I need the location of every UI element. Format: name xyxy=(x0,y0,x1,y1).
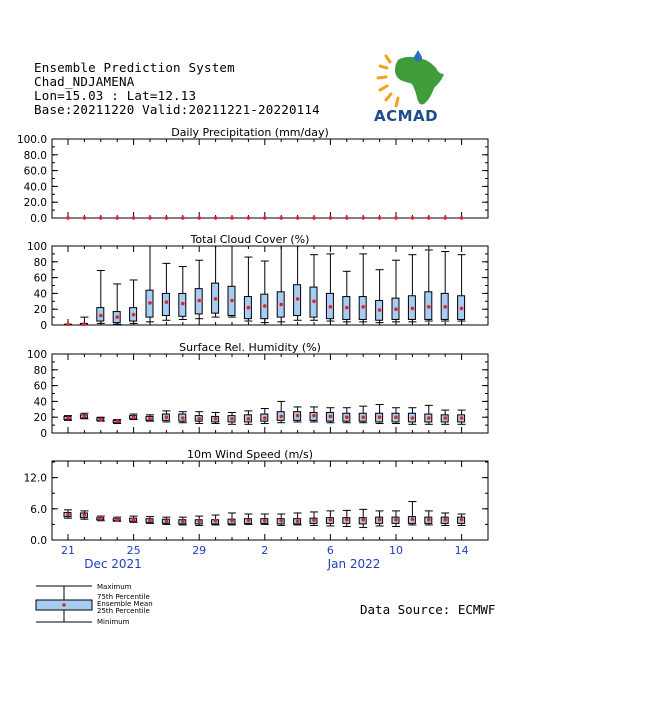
mean-marker xyxy=(345,415,349,419)
box-day-7 xyxy=(179,412,187,423)
box-day-24 xyxy=(458,216,466,220)
mean-marker xyxy=(148,301,152,305)
box-day-9 xyxy=(212,216,220,220)
mean-marker xyxy=(66,513,70,517)
box-day-0 xyxy=(64,216,72,220)
mean-marker xyxy=(394,518,398,522)
mean-marker xyxy=(197,216,201,220)
mean-marker xyxy=(214,216,218,220)
box-day-6 xyxy=(162,263,170,320)
box-day-8 xyxy=(195,516,203,525)
box-day-21 xyxy=(408,502,416,525)
mean-marker xyxy=(181,216,185,220)
mean-marker xyxy=(83,415,87,419)
chart-title: 10m Wind Speed (m/s) xyxy=(186,448,314,461)
box-day-17 xyxy=(343,510,351,526)
mean-marker xyxy=(361,216,365,220)
mean-marker xyxy=(296,297,300,301)
box-day-12 xyxy=(261,409,269,424)
chart-panel-2 xyxy=(27,341,488,440)
iqr-box xyxy=(162,293,169,315)
chart-title: Total Cloud Cover (%) xyxy=(190,233,310,246)
y-tick-label: 0.0 xyxy=(30,535,47,547)
mean-marker xyxy=(66,416,70,420)
box-day-3 xyxy=(113,517,121,521)
y-tick-label: 0.0 xyxy=(30,213,47,225)
mean-marker xyxy=(230,299,234,303)
box-day-0 xyxy=(64,510,72,518)
mean-marker xyxy=(148,417,152,421)
box-day-7 xyxy=(179,267,187,320)
box-day-10 xyxy=(228,412,236,424)
mean-marker xyxy=(460,307,464,311)
mean-marker xyxy=(329,216,333,220)
mean-marker xyxy=(132,216,136,220)
mean-marker xyxy=(411,517,415,521)
y-tick-label: 40.0 xyxy=(23,181,47,194)
box-day-4 xyxy=(130,414,138,420)
x-tick-label: 25 xyxy=(126,544,141,557)
box-day-2 xyxy=(97,417,105,421)
box-day-3 xyxy=(113,284,121,324)
box-day-23 xyxy=(441,216,449,220)
mean-marker xyxy=(394,307,398,311)
mean-marker xyxy=(378,415,382,419)
acmad-logo-text: ACMAD xyxy=(374,107,439,125)
box-day-20 xyxy=(392,408,400,424)
box-day-24 xyxy=(458,410,466,424)
box-day-21 xyxy=(408,408,416,425)
mean-marker xyxy=(312,216,316,220)
y-tick-label: 60 xyxy=(33,272,47,285)
mean-marker xyxy=(312,414,316,418)
mean-marker xyxy=(279,519,283,523)
box-day-8 xyxy=(195,260,203,318)
mean-marker xyxy=(312,300,316,304)
y-tick-label: 100.0 xyxy=(16,134,47,146)
mean-marker xyxy=(214,297,218,301)
box-day-7 xyxy=(179,517,187,525)
mean-marker xyxy=(115,216,119,220)
mean-marker xyxy=(230,519,234,523)
mean-marker xyxy=(165,216,169,220)
box-day-12 xyxy=(261,514,269,524)
mean-marker xyxy=(247,216,251,220)
mean-marker xyxy=(115,315,119,319)
box-day-23 xyxy=(441,513,449,525)
mean-marker xyxy=(411,416,415,420)
box-day-10 xyxy=(228,246,236,317)
box-day-18 xyxy=(359,509,367,527)
mean-marker xyxy=(66,322,70,326)
box-day-9 xyxy=(212,412,220,423)
mean-marker xyxy=(460,416,464,420)
box-day-17 xyxy=(343,408,351,423)
box-day-10 xyxy=(228,513,236,525)
mean-marker xyxy=(345,518,349,522)
box-day-24 xyxy=(458,514,466,525)
box-day-6 xyxy=(162,517,170,524)
plot-frame xyxy=(52,461,488,540)
mean-marker xyxy=(460,518,464,522)
box-day-4 xyxy=(130,216,138,220)
box-day-15 xyxy=(310,512,318,526)
box-day-20 xyxy=(392,216,400,220)
chart-title: Surface Rel. Humidity (%) xyxy=(179,341,321,354)
mean-marker xyxy=(378,518,382,522)
mean-marker xyxy=(361,415,365,419)
x-tick-label: 10 xyxy=(389,544,403,557)
mean-marker xyxy=(165,519,169,523)
mean-marker xyxy=(296,216,300,220)
mean-marker xyxy=(99,314,103,318)
box-day-15 xyxy=(310,255,318,321)
box-day-1 xyxy=(80,317,88,326)
box-day-11 xyxy=(244,257,252,321)
y-tick-label: 0 xyxy=(40,428,47,440)
mean-marker xyxy=(181,519,185,523)
mean-marker xyxy=(165,415,169,419)
mean-marker xyxy=(148,518,152,522)
mean-marker xyxy=(247,306,251,310)
box-day-11 xyxy=(244,216,252,220)
box-day-4 xyxy=(130,516,138,522)
mean-marker xyxy=(214,417,218,421)
box-day-17 xyxy=(343,216,351,220)
mean-marker xyxy=(197,417,201,421)
y-tick-label: 40 xyxy=(33,396,47,409)
mean-marker xyxy=(99,517,103,521)
mean-marker xyxy=(361,518,365,522)
legend-label-minimum: Minimum xyxy=(97,618,130,626)
mean-marker xyxy=(263,519,267,523)
mean-marker xyxy=(263,304,267,308)
plot-frame xyxy=(52,139,488,218)
mean-marker xyxy=(312,518,316,522)
mean-marker xyxy=(329,415,333,419)
header-line-3: Lon=15.03 : Lat=12.13 xyxy=(34,88,197,103)
mean-marker xyxy=(83,322,87,326)
box-day-2 xyxy=(97,216,105,220)
month-label-dec: Dec 2021 xyxy=(84,557,142,571)
mean-marker xyxy=(443,518,447,522)
mean-marker xyxy=(460,216,464,220)
chart-title: Daily Precipitation (mm/day) xyxy=(171,126,329,139)
mean-marker xyxy=(132,415,136,419)
box-day-13 xyxy=(277,216,285,220)
box-day-15 xyxy=(310,407,318,422)
box-day-16 xyxy=(326,254,334,321)
box-day-10 xyxy=(228,216,236,220)
data-source-label: Data Source: ECMWF xyxy=(360,602,496,617)
box-day-14 xyxy=(294,216,302,220)
box-day-12 xyxy=(261,261,269,323)
box-day-9 xyxy=(212,515,220,525)
box-day-19 xyxy=(376,216,384,220)
box-day-1 xyxy=(80,413,88,419)
box-day-1 xyxy=(80,216,88,220)
y-tick-label: 80 xyxy=(33,256,47,269)
mean-marker xyxy=(99,216,103,220)
box-day-5 xyxy=(146,415,154,421)
mean-marker xyxy=(279,303,283,307)
mean-marker xyxy=(230,216,234,220)
box-day-14 xyxy=(294,246,302,320)
mean-marker xyxy=(443,305,447,309)
mean-marker xyxy=(329,305,333,309)
mean-marker xyxy=(66,216,70,220)
mean-marker xyxy=(279,415,283,419)
legend-label-maximum: Maximum xyxy=(97,583,132,591)
box-day-22 xyxy=(425,250,433,321)
mean-marker xyxy=(247,518,251,522)
box-day-11 xyxy=(244,411,252,424)
mean-marker xyxy=(361,305,365,309)
box-day-2 xyxy=(97,516,105,521)
box-day-18 xyxy=(359,216,367,220)
y-tick-label: 100 xyxy=(26,349,47,361)
box-day-5 xyxy=(146,246,154,322)
chart-panel-1 xyxy=(27,233,488,332)
box-day-13 xyxy=(277,514,285,525)
box-day-1 xyxy=(80,511,88,519)
box-day-19 xyxy=(376,511,384,526)
box-day-21 xyxy=(408,216,416,220)
x-tick-label: 2 xyxy=(261,544,269,557)
y-tick-label: 20 xyxy=(33,412,47,425)
header-line-1: Ensemble Prediction System xyxy=(34,60,235,75)
mean-marker xyxy=(197,299,201,303)
box-day-5 xyxy=(146,517,154,524)
month-label-jan: Jan 2022 xyxy=(327,557,381,571)
box-day-4 xyxy=(130,280,138,323)
mean-marker xyxy=(83,513,87,517)
mean-marker xyxy=(443,216,447,220)
box-day-14 xyxy=(294,407,302,422)
box-day-17 xyxy=(343,271,351,322)
y-tick-label: 40 xyxy=(33,288,47,301)
mean-marker xyxy=(329,518,333,522)
mean-marker xyxy=(345,306,349,310)
box-day-9 xyxy=(212,246,220,317)
y-tick-label: 80 xyxy=(33,364,47,377)
mean-marker xyxy=(132,313,136,317)
legend-label-p25: 25th Percentile xyxy=(97,607,150,615)
box-day-16 xyxy=(326,216,334,220)
y-tick-label: 6.0 xyxy=(30,503,47,516)
mean-marker xyxy=(378,308,382,312)
box-day-0 xyxy=(64,322,72,326)
x-tick-label: 6 xyxy=(326,544,334,557)
box-day-3 xyxy=(113,216,121,220)
mean-marker xyxy=(394,415,398,419)
box-day-11 xyxy=(244,514,252,524)
box-day-8 xyxy=(195,412,203,424)
box-day-0 xyxy=(64,416,72,421)
chart-panel-3 xyxy=(24,448,488,547)
box-day-19 xyxy=(376,405,384,424)
x-tick-label: 14 xyxy=(454,544,469,557)
y-tick-label: 0 xyxy=(40,320,47,332)
box-day-15 xyxy=(310,216,318,220)
mean-marker xyxy=(427,305,431,309)
mean-marker xyxy=(165,300,169,304)
mean-marker xyxy=(197,519,201,523)
mean-marker xyxy=(181,302,185,306)
box-day-8 xyxy=(195,216,203,220)
mean-marker xyxy=(394,216,398,220)
x-tick-label: 21 xyxy=(61,544,75,557)
box-day-22 xyxy=(425,511,433,525)
mean-marker xyxy=(214,519,218,523)
legend-label-mean: Ensemble Mean xyxy=(97,600,153,608)
mean-marker xyxy=(378,216,382,220)
box-day-23 xyxy=(441,410,449,424)
box-day-19 xyxy=(376,270,384,323)
box-day-12 xyxy=(261,216,269,220)
mean-marker xyxy=(279,216,283,220)
box-day-3 xyxy=(113,419,121,423)
legend xyxy=(36,583,153,626)
chart-panel-0 xyxy=(17,126,488,225)
mean-marker xyxy=(132,518,136,522)
box-day-13 xyxy=(277,246,285,322)
y-tick-label: 12.0 xyxy=(23,472,47,485)
y-tick-label: 20.0 xyxy=(23,197,47,210)
mean-marker xyxy=(148,216,152,220)
box-day-7 xyxy=(179,216,187,220)
mean-marker xyxy=(427,518,431,522)
box-day-20 xyxy=(392,511,400,527)
box-day-14 xyxy=(294,513,302,525)
mean-marker xyxy=(427,216,431,220)
box-day-16 xyxy=(326,408,334,423)
box-day-6 xyxy=(162,216,170,220)
box-day-6 xyxy=(162,411,170,422)
mean-marker xyxy=(115,419,119,423)
header-line-4: Base:20211220 Valid:20211221-20220114 xyxy=(34,102,320,117)
box-day-20 xyxy=(392,260,400,322)
y-tick-label: 20 xyxy=(33,304,47,317)
box-day-23 xyxy=(441,252,449,322)
y-tick-label: 60.0 xyxy=(23,165,47,178)
header-line-2: Chad_NDJAMENA xyxy=(34,74,135,89)
box-day-18 xyxy=(359,406,367,423)
mean-marker xyxy=(345,216,349,220)
mean-marker xyxy=(443,416,447,420)
mean-marker xyxy=(115,518,119,522)
box-day-2 xyxy=(97,270,105,323)
mean-marker xyxy=(411,216,415,220)
mean-marker xyxy=(247,417,251,421)
box-day-22 xyxy=(425,405,433,424)
mean-marker xyxy=(296,519,300,523)
mean-marker xyxy=(230,417,234,421)
legend-mean-marker xyxy=(62,603,66,607)
box-day-16 xyxy=(326,511,334,526)
mean-marker xyxy=(263,416,267,420)
x-tick-label: 29 xyxy=(192,544,207,557)
mean-marker xyxy=(181,416,185,420)
mean-marker xyxy=(83,216,87,220)
box-day-22 xyxy=(425,216,433,220)
box-day-5 xyxy=(146,216,154,220)
box-day-13 xyxy=(277,401,285,422)
mean-marker xyxy=(411,307,415,311)
mean-marker xyxy=(263,216,267,220)
box-day-21 xyxy=(408,255,416,322)
legend-label-p75: 75th Percentile xyxy=(97,593,150,601)
y-tick-label: 60 xyxy=(33,380,47,393)
y-tick-label: 100 xyxy=(26,241,47,253)
mean-marker xyxy=(296,414,300,418)
mean-marker xyxy=(99,418,103,422)
mean-marker xyxy=(427,416,431,420)
box-day-18 xyxy=(359,254,367,322)
y-tick-label: 80.0 xyxy=(23,149,47,162)
box-day-24 xyxy=(458,255,466,321)
